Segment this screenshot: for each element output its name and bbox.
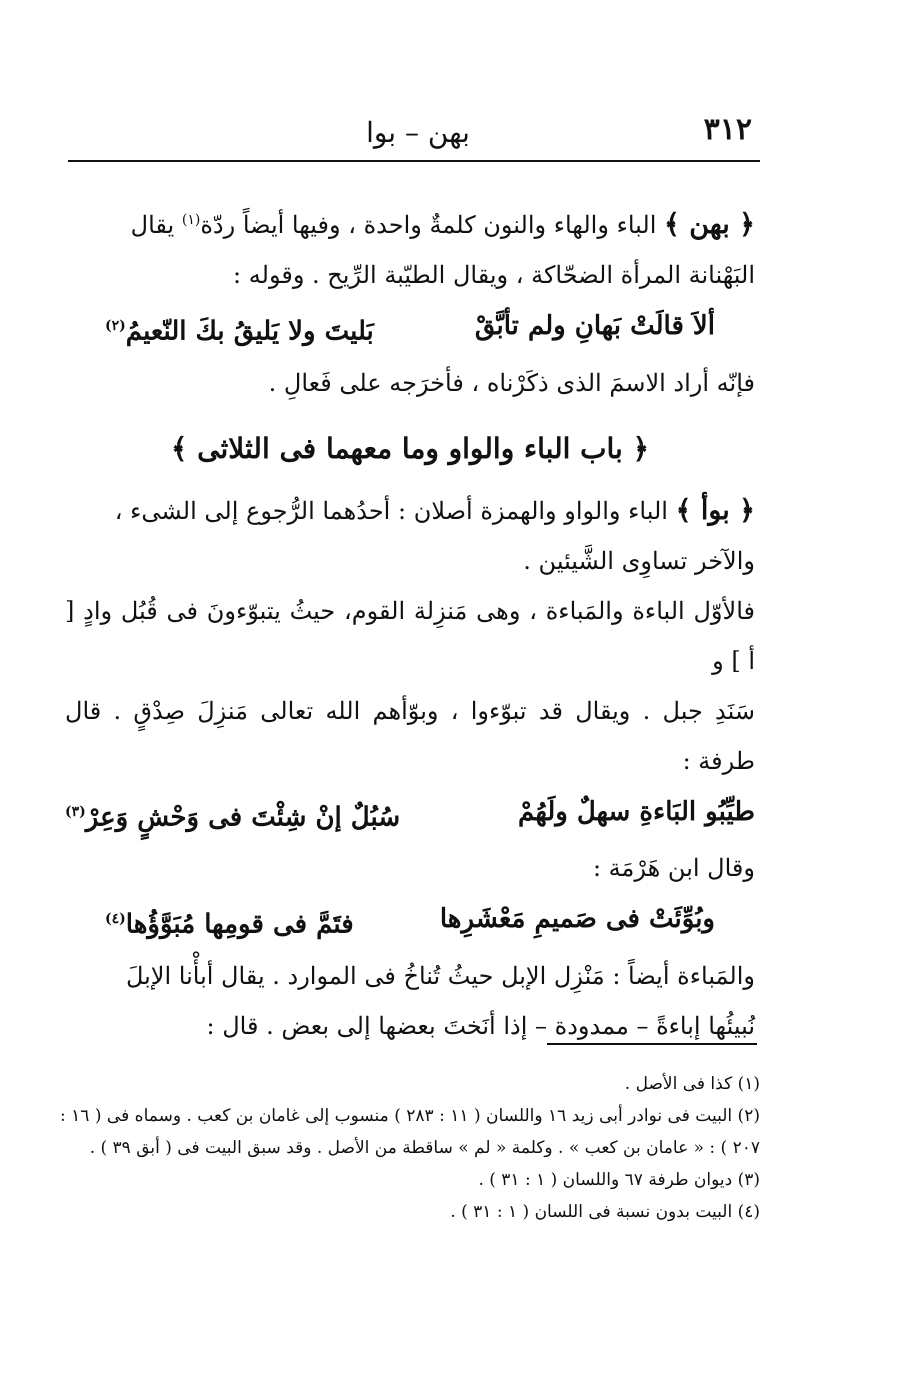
entry-bwa-line1 xyxy=(65,486,755,536)
verse-bhn-second-hemistich: بَليتَ ولا يَليقُ بكَ النّعيمُ$^{(٢)}$ xyxy=(105,316,374,347)
main-text xyxy=(65,195,755,1051)
verse-ibn-harma-first-hemistich: وبُوِّئَتْ فى صَميمِ مَعْشَرِها xyxy=(439,904,715,935)
entry-bhn-head: ﴿ بهن ﴾ xyxy=(664,209,755,240)
footnote-rule xyxy=(547,1043,757,1045)
verse-tarafa-second-hemistich: سُبُلٌ إنْ شِئْتَ فى وَحْشٍ وَعِرْ$^{(٣)}$ xyxy=(65,802,401,833)
entry-bwa-line4: سَنَدِ جبل . ويقال قد تبوّءوا ، وبوّأهم الله تعالى مَنزِلَ صِدْقٍ . قال طرفة : xyxy=(65,696,756,775)
verse-ibn-harma-second-hemistich: فتَمَّ فى قومِها مُبَوَّؤُها$^{(٤)}$ xyxy=(105,909,354,940)
entry-bwa-line5: وقال ابن هَرْمَة : xyxy=(592,854,755,883)
verse-tarafa-first-hemistich: طيِّبُو البَاءةِ سهلٌ ولَهُمْ xyxy=(518,796,755,827)
verse-tarafa xyxy=(65,786,755,844)
entry-bhn-line3: فإنّه أراد الاسمَ الذى ذكَرْناه ، فأخرَجه على فَعالِ . xyxy=(268,368,755,397)
entry-bhn-text1: الباء والهاء والنون كلمةٌ واحدة ، وفيها أيضاً ردّة xyxy=(200,211,657,239)
running-head: بهن – بوا xyxy=(366,116,470,149)
page-number: ٣١٢ xyxy=(703,112,752,147)
footnote-ref-4: (٤) xyxy=(105,911,126,928)
footnote-4: (٤) البيت بدون نسبة فى اللسان ( ١ : ٣١ ) . xyxy=(450,1202,760,1222)
verse-bhn xyxy=(65,300,755,358)
entry-bhn-text1-end: يقال xyxy=(130,211,175,239)
page-header xyxy=(68,112,756,152)
entry-bhn-line1 xyxy=(65,195,755,250)
entry-bwa-line2: والآخر تساوِى الشَّيئين . xyxy=(523,546,755,575)
verse-ibn-harma xyxy=(65,893,755,951)
entry-bwa-text1: الباء والواو والهمزة أصلان : أحدُهما الرُّجوع إلى الشىء ، xyxy=(114,496,668,525)
footnote-1: (١) كذا فى الأصل . xyxy=(624,1074,760,1094)
entry-bwa-line7: نُبيئُها إباءةً – ممدودة – إذا أنَختَ بعضها إلى بعض . قال : xyxy=(206,1011,755,1040)
entry-bwa-line6: والمَباءة أيضاً : مَنْزِل الإبل حيثُ تُناخُ فى الموارد . يقال أبأْنا الإبلَ xyxy=(125,961,755,990)
footnote-ref-3: (٣) xyxy=(65,803,86,820)
footnotes xyxy=(60,1068,760,1228)
entry-bwa-line3: فالأوّل الباءة والمَباءة ، وهى مَنزِلة القوم، حيثُ يتبوّءونَ فى قُبُل وادٍ [ أ ] و xyxy=(65,596,755,675)
header-rule xyxy=(68,160,760,162)
verse-bhn-first-hemistich: ألاَ قالَتْ بَهانِ ولم تأبَّقْ xyxy=(474,311,715,341)
footnote-ref-2: (٢) xyxy=(105,318,126,334)
entry-bwa-head: ﴿ بوأ ﴾ xyxy=(675,494,755,526)
footnote-3: (٣) ديوان طرفة ٦٧ واللسان ( ١ : ٣١ ) . xyxy=(478,1170,760,1190)
entry-bhn-line2: البَهْنانة المرأة الضحّاكة ، ويقال الطيّبة الرِّيح . وقوله : xyxy=(233,261,755,289)
footnote-2: (٢) البيت فى نوادر أبى زيد ١٦ واللسان ( ١١ : ٢٨٣ ) منسوب إلى غامان بن كعب . وسماه فى ( ١٦ : ٢٠٧ ) : « عامان بن كعب » . وكلمة « لم » ساقطة من الأصل . وقد سبق البيت فى ( أبق ٣٩ ) . xyxy=(60,1106,760,1158)
chapter-title: ﴿ باب الباء والواو وما معهما فى الثلاثى ﴾ xyxy=(170,431,650,465)
footnote-ref-1: (١) xyxy=(181,212,201,228)
